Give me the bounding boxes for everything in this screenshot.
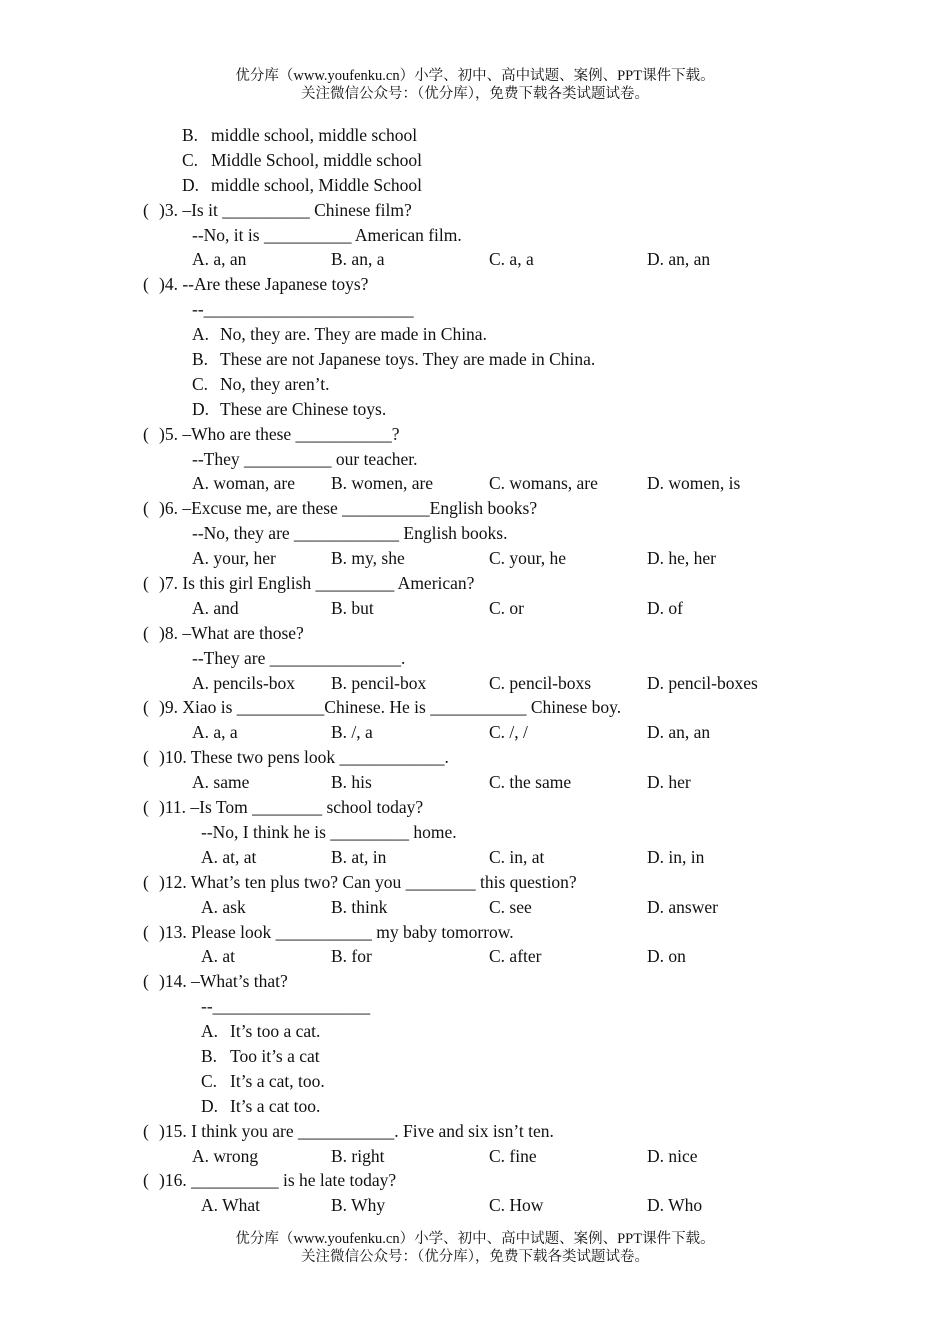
q10-options bbox=[0, 770, 950, 795]
option-d: D. of bbox=[647, 597, 683, 618]
option-c: C. /, / bbox=[489, 722, 528, 743]
answer-paren: ( bbox=[143, 747, 149, 768]
option-d: D. he, her bbox=[647, 548, 717, 569]
option-c: C. or bbox=[489, 597, 524, 618]
q15-stem: ( )15. I think you are ___________. Five and six isn’t ten. bbox=[0, 1119, 950, 1144]
answer-paren: ( bbox=[143, 423, 149, 444]
option-d: D. women, is bbox=[647, 473, 741, 494]
question-list bbox=[0, 123, 950, 1218]
q14-option-d: D. It’s a cat too. bbox=[201, 1095, 321, 1116]
option-c: C. fine bbox=[489, 1145, 537, 1166]
option-b: B. right bbox=[331, 1145, 385, 1166]
q16-options bbox=[0, 1193, 950, 1218]
option-d: D. on bbox=[647, 946, 686, 967]
option-b: B. at, in bbox=[331, 846, 387, 867]
answer-paren: ( bbox=[143, 274, 149, 295]
option-b: B. pencil-box bbox=[331, 672, 427, 693]
option-a: A. pencils-box bbox=[192, 672, 296, 693]
option-a: A. What bbox=[201, 1195, 260, 1216]
option-c: C. pencil-boxs bbox=[489, 672, 592, 693]
page-header bbox=[0, 67, 950, 103]
answer-paren: ( bbox=[143, 1170, 149, 1191]
answer-paren: ( bbox=[143, 797, 149, 818]
option-a: A. wrong bbox=[192, 1145, 259, 1166]
q14-reply: --__________________ bbox=[201, 996, 371, 1017]
q16-stem: ( )16. __________ is he late today? bbox=[0, 1168, 950, 1193]
option-a: A. and bbox=[192, 597, 239, 618]
q4-option-a: A. No, they are. They are made in China. bbox=[192, 324, 487, 345]
option-a: A. same bbox=[192, 772, 250, 793]
q9-options bbox=[0, 720, 950, 745]
option-b: B. but bbox=[331, 597, 374, 618]
q5-reply: --They __________ our teacher. bbox=[192, 448, 418, 469]
q5-stem: ( )5. –Who are these ___________? bbox=[0, 422, 950, 447]
option-b: B. /, a bbox=[331, 722, 373, 743]
q2-option-c: C. Middle School, middle school bbox=[182, 149, 422, 170]
option-a: A. at, at bbox=[201, 846, 257, 867]
answer-paren: ( bbox=[143, 1120, 149, 1141]
option-a: A. woman, are bbox=[192, 473, 296, 494]
q3-options bbox=[0, 247, 950, 272]
option-d: D. answer bbox=[647, 896, 718, 917]
q11-stem: ( )11. –Is Tom ________ school today? bbox=[0, 795, 950, 820]
q6-options bbox=[0, 546, 950, 571]
answer-paren: ( bbox=[143, 573, 149, 594]
option-b: B. women, are bbox=[331, 473, 434, 494]
q8-options bbox=[0, 671, 950, 696]
header-line-2: 关注微信公众号：（优分库），免费下载各类试题试卷。 bbox=[301, 86, 649, 102]
q12-stem: ( )12. What’s ten plus two? Can you ________ this question? bbox=[0, 870, 950, 895]
option-a: A. at bbox=[201, 946, 236, 967]
q14-option-b: B. Too it’s a cat bbox=[201, 1045, 320, 1066]
q7-stem: ( )7. Is this girl English _________ American? bbox=[0, 571, 950, 596]
option-b: B. think bbox=[331, 896, 388, 917]
option-c: C. a, a bbox=[489, 249, 534, 270]
q2-option-b: B. middle school, middle school bbox=[182, 125, 418, 145]
answer-paren: ( bbox=[143, 622, 149, 643]
option-c: C. womans, are bbox=[489, 473, 598, 494]
answer-paren: ( bbox=[143, 971, 149, 992]
q14-stem: ( )14. –What’s that? bbox=[0, 969, 950, 994]
answer-paren: ( bbox=[143, 921, 149, 942]
q12-options bbox=[0, 895, 950, 920]
q8-stem: ( )8. –What are those? bbox=[0, 621, 950, 646]
option-a: A. ask bbox=[201, 896, 246, 917]
option-a: A. your, her bbox=[192, 548, 276, 569]
option-d: D. her bbox=[647, 772, 691, 793]
q4-stem: ( )4. --Are these Japanese toys? bbox=[0, 272, 950, 297]
answer-paren: ( bbox=[143, 199, 149, 220]
q15-options bbox=[0, 1144, 950, 1169]
option-c: C. in, at bbox=[489, 846, 545, 867]
q6-stem: ( )6. –Excuse me, are these __________English books? bbox=[0, 496, 950, 521]
q9-stem: ( )9. Xiao is __________Chinese. He is ___________ Chinese boy. bbox=[0, 695, 950, 720]
q13-options bbox=[0, 944, 950, 969]
option-d: D. an, an bbox=[647, 722, 711, 743]
option-b: B. my, she bbox=[331, 548, 405, 569]
option-c: C. after bbox=[489, 946, 542, 967]
q4-option-b: B. These are not Japanese toys. They are made in China. bbox=[192, 349, 596, 370]
answer-paren: ( bbox=[143, 871, 149, 892]
q11-options bbox=[0, 845, 950, 870]
option-d: D. nice bbox=[647, 1145, 698, 1166]
option-b: B. an, a bbox=[331, 249, 385, 270]
q7-options bbox=[0, 596, 950, 621]
option-b: B. his bbox=[331, 772, 372, 793]
q14-option-a: A. It’s too a cat. bbox=[201, 1021, 321, 1042]
q5-options bbox=[0, 471, 950, 496]
option-c: C. How bbox=[489, 1195, 544, 1216]
footer-line-2: 关注微信公众号：（优分库），免费下载各类试题试卷。 bbox=[301, 1249, 649, 1265]
option-c: C. your, he bbox=[489, 548, 567, 569]
header-line-1: 优分库（www.youfenku.cn）小学、初中、高中试题、案例、PPT课件下载。 bbox=[235, 68, 715, 84]
answer-paren: ( bbox=[143, 697, 149, 718]
option-d: D. pencil-boxes bbox=[647, 672, 758, 693]
option-d: D. Who bbox=[647, 1195, 703, 1216]
q2-option-d: D. middle school, Middle School bbox=[182, 174, 422, 195]
q4-reply: --________________________ bbox=[192, 299, 414, 320]
q6-reply: --No, they are ____________ English books. bbox=[192, 523, 508, 544]
q4-option-c: C. No, they aren’t. bbox=[192, 373, 330, 394]
q8-reply: --They are _______________. bbox=[192, 647, 406, 668]
q11-reply: --No, I think he is _________ home. bbox=[201, 821, 457, 842]
option-a: A. a, a bbox=[192, 722, 238, 743]
option-c: C. see bbox=[489, 896, 532, 917]
option-a: A. a, an bbox=[192, 249, 247, 270]
option-c: C. the same bbox=[489, 772, 572, 793]
q4-option-d: D. These are Chinese toys. bbox=[192, 398, 387, 419]
q13-stem: ( )13. Please look ___________ my baby tomorrow. bbox=[0, 920, 950, 945]
option-b: B. for bbox=[331, 946, 372, 967]
page-footer bbox=[0, 1230, 950, 1266]
q10-stem: ( )10. These two pens look ____________. bbox=[0, 745, 950, 770]
option-d: D. in, in bbox=[647, 846, 705, 867]
footer-line-1: 优分库（www.youfenku.cn）小学、初中、高中试题、案例、PPT课件下载。 bbox=[235, 1231, 715, 1247]
q14-option-c: C. It’s a cat, too. bbox=[201, 1070, 325, 1091]
option-b: B. Why bbox=[331, 1195, 386, 1216]
q3-stem: ( )3. –Is it __________ Chinese film? bbox=[0, 198, 950, 223]
option-d: D. an, an bbox=[647, 249, 711, 270]
answer-paren: ( bbox=[143, 498, 149, 519]
q3-reply: --No, it is __________ American film. bbox=[192, 224, 462, 245]
